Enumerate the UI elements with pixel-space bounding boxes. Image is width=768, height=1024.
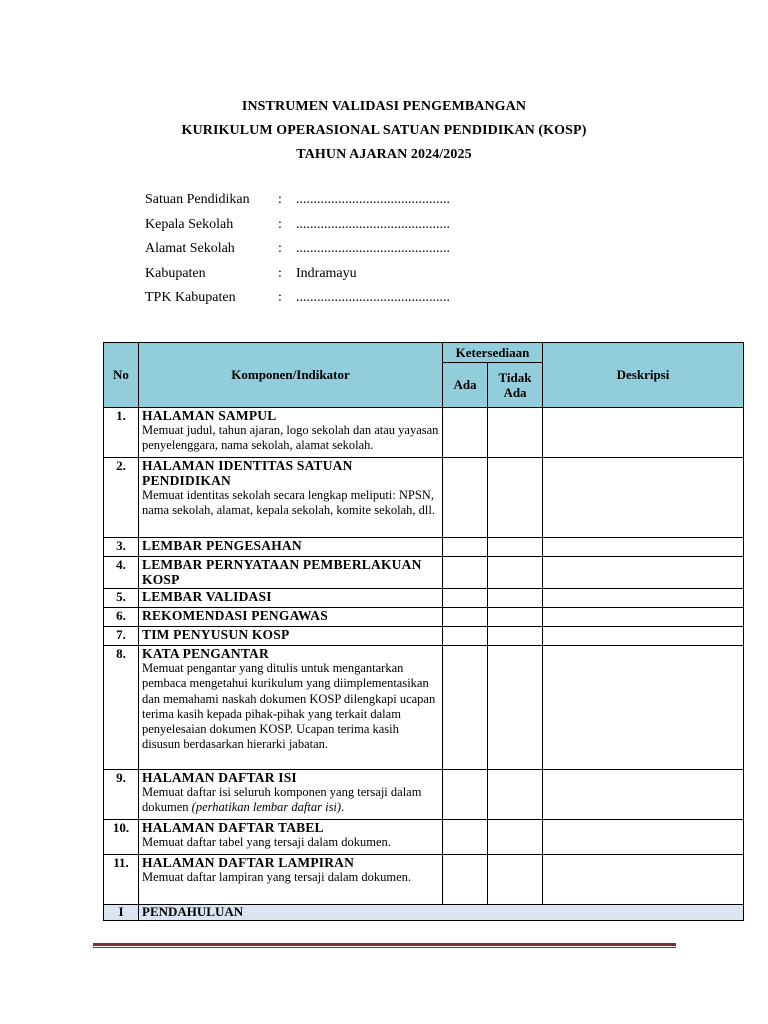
row-number: 8. bbox=[104, 646, 139, 770]
header-ada: Ada bbox=[443, 363, 488, 408]
cell-ada[interactable] bbox=[443, 589, 488, 608]
footer-rule bbox=[93, 943, 676, 946]
item-description-end: . bbox=[341, 800, 345, 815]
info-row-kabupaten bbox=[145, 262, 450, 287]
cell-tidak-ada[interactable] bbox=[488, 770, 543, 820]
row-component bbox=[139, 855, 443, 905]
row-component bbox=[139, 627, 443, 646]
item-description: Memuat judul, tahun ajaran, logo sekolah dan atau yayasan penyelenggara, nama sekolah, alamat sekolah. bbox=[142, 423, 439, 453]
info-colon: : bbox=[278, 290, 282, 306]
cell-ada[interactable] bbox=[443, 770, 488, 820]
row-number: 9. bbox=[104, 770, 139, 820]
table-row bbox=[104, 608, 744, 627]
cell-description[interactable] bbox=[543, 608, 744, 627]
info-label: TPK Kabupaten bbox=[145, 290, 236, 306]
item-description: Memuat identitas sekolah secara lengkap meliputi: NPSN, nama sekolah, alamat, kepala sekolah, komite sekolah, dll. bbox=[142, 488, 435, 518]
table-row bbox=[104, 770, 744, 820]
cell-tidak-ada[interactable] bbox=[488, 589, 543, 608]
info-label: Alamat Sekolah bbox=[145, 241, 235, 257]
section-title: PENDAHULUAN bbox=[139, 905, 744, 921]
table-row bbox=[104, 458, 744, 538]
table-row bbox=[104, 855, 744, 905]
cell-ada[interactable] bbox=[443, 820, 488, 855]
item-title: LEMBAR PENGESAHAN bbox=[142, 538, 302, 553]
row-number: 1. bbox=[104, 408, 139, 458]
cell-tidak-ada[interactable] bbox=[488, 538, 543, 557]
cell-tidak-ada[interactable] bbox=[488, 855, 543, 905]
title-line-1: INSTRUMEN VALIDASI PENGEMBANGAN bbox=[241, 99, 527, 114]
row-component bbox=[139, 557, 443, 589]
school-info bbox=[145, 188, 450, 311]
item-description: Memuat daftar lampiran yang tersaji dalam dokumen. bbox=[142, 870, 412, 884]
info-value: ............................................ bbox=[296, 290, 450, 306]
row-number: 10. bbox=[104, 820, 139, 855]
validation-table bbox=[103, 342, 744, 921]
cell-tidak-ada[interactable] bbox=[488, 820, 543, 855]
info-row-tpk-kabupaten bbox=[145, 286, 450, 311]
info-value: ............................................ bbox=[296, 192, 450, 208]
cell-ada[interactable] bbox=[443, 627, 488, 646]
item-title: LEMBAR VALIDASI bbox=[142, 589, 272, 604]
row-number: 11. bbox=[104, 855, 139, 905]
item-title: HALAMAN DAFTAR LAMPIRAN bbox=[142, 855, 355, 870]
row-component bbox=[139, 608, 443, 627]
cell-tidak-ada[interactable] bbox=[488, 646, 543, 770]
item-title: KATA PENGANTAR bbox=[142, 646, 269, 661]
row-number: 7. bbox=[104, 627, 139, 646]
item-title: HALAMAN SAMPUL bbox=[142, 408, 277, 423]
section-number: I bbox=[104, 905, 139, 921]
table-row bbox=[104, 820, 744, 855]
header-tidak-ada: Tidak Ada bbox=[488, 363, 543, 408]
item-description-italic: (perhatikan lembar daftar isi) bbox=[191, 800, 342, 815]
item-title: TIM PENYUSUN KOSP bbox=[142, 627, 290, 642]
row-number: 3. bbox=[104, 538, 139, 557]
table-row bbox=[104, 557, 744, 589]
header-description: Deskripsi bbox=[543, 343, 744, 408]
cell-description[interactable] bbox=[543, 538, 744, 557]
item-description: Memuat pengantar yang ditulis untuk mengantarkan pembaca mengetahui kurikulum yang diimplementasikan dan memahami naskah dokumen KOSP dilengkapi ucapan terima kasih kepada pihak-pihak yang terkait dalam penyelesaian dokumen KOSP. Ucapan terima kasih disusun berdasarkan hierarki jabatan. bbox=[142, 661, 436, 752]
table-row bbox=[104, 627, 744, 646]
info-colon: : bbox=[278, 216, 282, 232]
title-line-2: KURIKULUM OPERASIONAL SATUAN PENDIDIKAN (KOSP) bbox=[181, 123, 587, 138]
cell-tidak-ada[interactable] bbox=[488, 458, 543, 538]
row-component bbox=[139, 458, 443, 538]
row-component bbox=[139, 646, 443, 770]
info-colon: : bbox=[278, 192, 282, 208]
row-number: 2. bbox=[104, 458, 139, 538]
info-row-kepala-sekolah bbox=[145, 213, 450, 238]
info-colon: : bbox=[278, 241, 282, 257]
cell-description[interactable] bbox=[543, 627, 744, 646]
item-title: HALAMAN IDENTITAS SATUAN PENDIDIKAN bbox=[142, 458, 353, 488]
table-row bbox=[104, 589, 744, 608]
document-title bbox=[0, 95, 768, 167]
table-row bbox=[104, 538, 744, 557]
cell-description[interactable] bbox=[543, 820, 744, 855]
cell-ada[interactable] bbox=[443, 608, 488, 627]
cell-description[interactable] bbox=[543, 855, 744, 905]
cell-tidak-ada[interactable] bbox=[488, 557, 543, 589]
row-component bbox=[139, 408, 443, 458]
item-title: LEMBAR PERNYATAAN PEMBERLAKUAN KOSP bbox=[142, 557, 422, 587]
cell-tidak-ada[interactable] bbox=[488, 608, 543, 627]
row-component bbox=[139, 538, 443, 557]
table-row bbox=[104, 646, 744, 770]
cell-description[interactable] bbox=[543, 408, 744, 458]
item-title: HALAMAN DAFTAR ISI bbox=[142, 770, 297, 785]
header-component: Komponen/Indikator bbox=[139, 343, 443, 408]
cell-ada[interactable] bbox=[443, 557, 488, 589]
info-row-satuan-pendidikan bbox=[145, 188, 450, 213]
cell-ada[interactable] bbox=[443, 538, 488, 557]
title-line-3: TAHUN AJARAN 2024/2025 bbox=[296, 147, 472, 162]
info-label: Kabupaten bbox=[145, 265, 206, 281]
row-number: 4. bbox=[104, 557, 139, 589]
cell-description[interactable] bbox=[543, 458, 744, 538]
cell-description[interactable] bbox=[543, 646, 744, 770]
row-number: 5. bbox=[104, 589, 139, 608]
item-description bbox=[142, 785, 439, 816]
item-description: Memuat daftar tabel yang tersaji dalam dokumen. bbox=[142, 835, 391, 849]
row-component bbox=[139, 770, 443, 820]
section-row bbox=[104, 905, 744, 921]
row-component bbox=[139, 589, 443, 608]
cell-ada[interactable] bbox=[443, 855, 488, 905]
item-description-text: Memuat daftar isi seluruh komponen yang tersaji dalam dokumen bbox=[142, 785, 422, 815]
info-row-alamat-sekolah bbox=[145, 237, 450, 262]
row-component bbox=[139, 820, 443, 855]
cell-tidak-ada[interactable] bbox=[488, 408, 543, 458]
info-colon: : bbox=[278, 265, 282, 281]
info-label: Satuan Pendidikan bbox=[145, 192, 250, 208]
info-value: ............................................ bbox=[296, 216, 450, 232]
footer-rule-thin bbox=[93, 947, 676, 948]
cell-ada[interactable] bbox=[443, 458, 488, 538]
header-availability: Ketersediaan bbox=[443, 343, 543, 363]
cell-ada[interactable] bbox=[443, 408, 488, 458]
info-label: Kepala Sekolah bbox=[145, 216, 234, 232]
cell-description[interactable] bbox=[543, 770, 744, 820]
cell-description[interactable] bbox=[543, 557, 744, 589]
info-value: Indramayu bbox=[296, 265, 357, 281]
info-value: ............................................ bbox=[296, 241, 450, 257]
cell-ada[interactable] bbox=[443, 646, 488, 770]
cell-description[interactable] bbox=[543, 589, 744, 608]
header-no: No bbox=[104, 343, 139, 408]
item-title: REKOMENDASI PENGAWAS bbox=[142, 608, 328, 623]
row-number: 6. bbox=[104, 608, 139, 627]
item-title: HALAMAN DAFTAR TABEL bbox=[142, 820, 324, 835]
table-row bbox=[104, 408, 744, 458]
cell-tidak-ada[interactable] bbox=[488, 627, 543, 646]
